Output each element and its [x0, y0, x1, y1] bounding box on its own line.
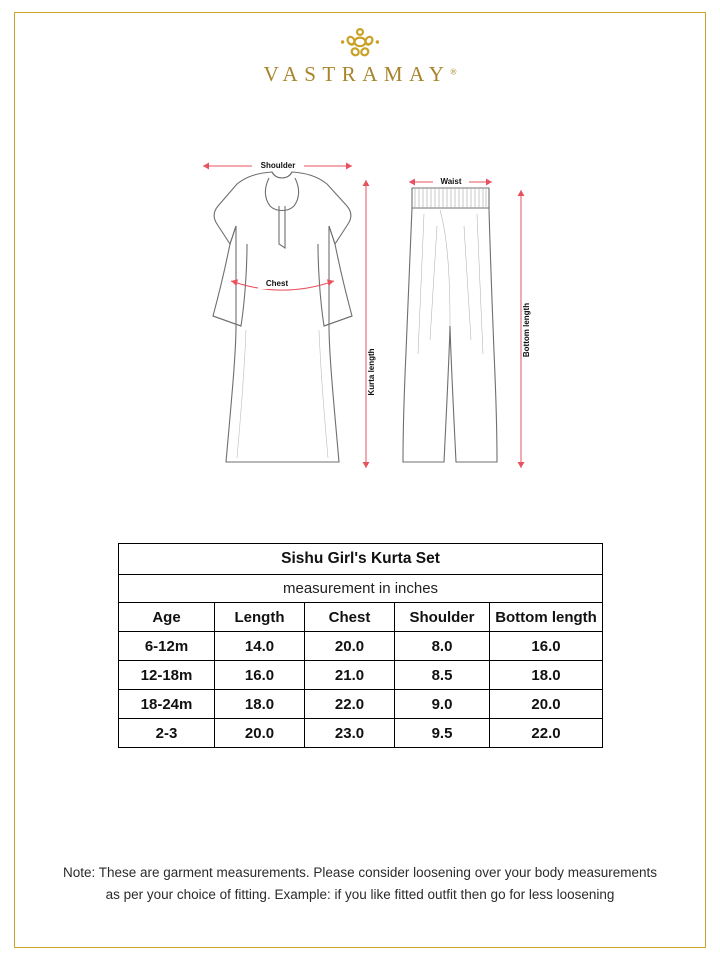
table-subtitle: measurement in inches: [119, 575, 603, 603]
cell-chest: 22.0: [305, 690, 395, 719]
column-header-chest: Chest: [305, 603, 395, 632]
pant-bottom-length-label: Bottom length: [522, 302, 531, 358]
pant-measure-lines: [409, 179, 525, 469]
garment-illustrations: [0, 140, 720, 500]
cell-bottom-length: 18.0: [490, 661, 603, 690]
note-line-2: as per your choice of fitting. Example: if you like fitted outfit then go for less loosening: [105, 887, 615, 902]
cell-shoulder: 8.5: [395, 661, 490, 690]
cell-bottom-length: 16.0: [490, 632, 603, 661]
pant-waist-label: Waist: [440, 177, 462, 186]
table-title-row: [119, 544, 603, 575]
kurta-measure-lines: [203, 163, 370, 469]
table-row: [119, 661, 603, 690]
registered-mark: ®: [450, 67, 457, 77]
cell-chest: 20.0: [305, 632, 395, 661]
measurement-note: [30, 862, 690, 906]
column-header-age: Age: [119, 603, 215, 632]
column-header-length: Length: [215, 603, 305, 632]
cell-age: 2-3: [119, 719, 215, 748]
cell-length: 18.0: [215, 690, 305, 719]
cell-bottom-length: 22.0: [490, 719, 603, 748]
girls-kurta-illustration: [213, 172, 352, 462]
kurta-length-label: Kurta length: [367, 348, 376, 396]
brand-name: VASTRAMAY: [263, 62, 451, 86]
cell-shoulder: 8.0: [395, 632, 490, 661]
column-header-shoulder: Shoulder: [395, 603, 490, 632]
column-header-bottom-length: Bottom length: [490, 603, 603, 632]
cell-age: 6-12m: [119, 632, 215, 661]
note-line-1: Note: These are garment measurements. Please consider loosening over your body measurements: [62, 865, 658, 880]
cell-age: 18-24m: [119, 690, 215, 719]
cell-chest: 21.0: [305, 661, 395, 690]
cell-shoulder: 9.0: [395, 690, 490, 719]
table-subtitle-row: [119, 575, 603, 603]
cell-chest: 23.0: [305, 719, 395, 748]
cell-length: 20.0: [215, 719, 305, 748]
table-row: [119, 719, 603, 748]
brand-logo: [0, 26, 720, 87]
cell-age: 12-18m: [119, 661, 215, 690]
size-chart-table: [118, 543, 603, 748]
table-header-row: [119, 603, 603, 632]
table-row: [119, 690, 603, 719]
floral-ornament-icon: [330, 26, 390, 60]
kurta-chest-label: Chest: [265, 279, 289, 288]
cell-length: 14.0: [215, 632, 305, 661]
cell-length: 16.0: [215, 661, 305, 690]
table-title: Sishu Girl's Kurta Set: [119, 544, 603, 575]
table-row: [119, 632, 603, 661]
cell-bottom-length: 20.0: [490, 690, 603, 719]
kurta-shoulder-label: Shoulder: [260, 161, 296, 170]
girls-pant-illustration: [403, 188, 497, 462]
cell-shoulder: 9.5: [395, 719, 490, 748]
